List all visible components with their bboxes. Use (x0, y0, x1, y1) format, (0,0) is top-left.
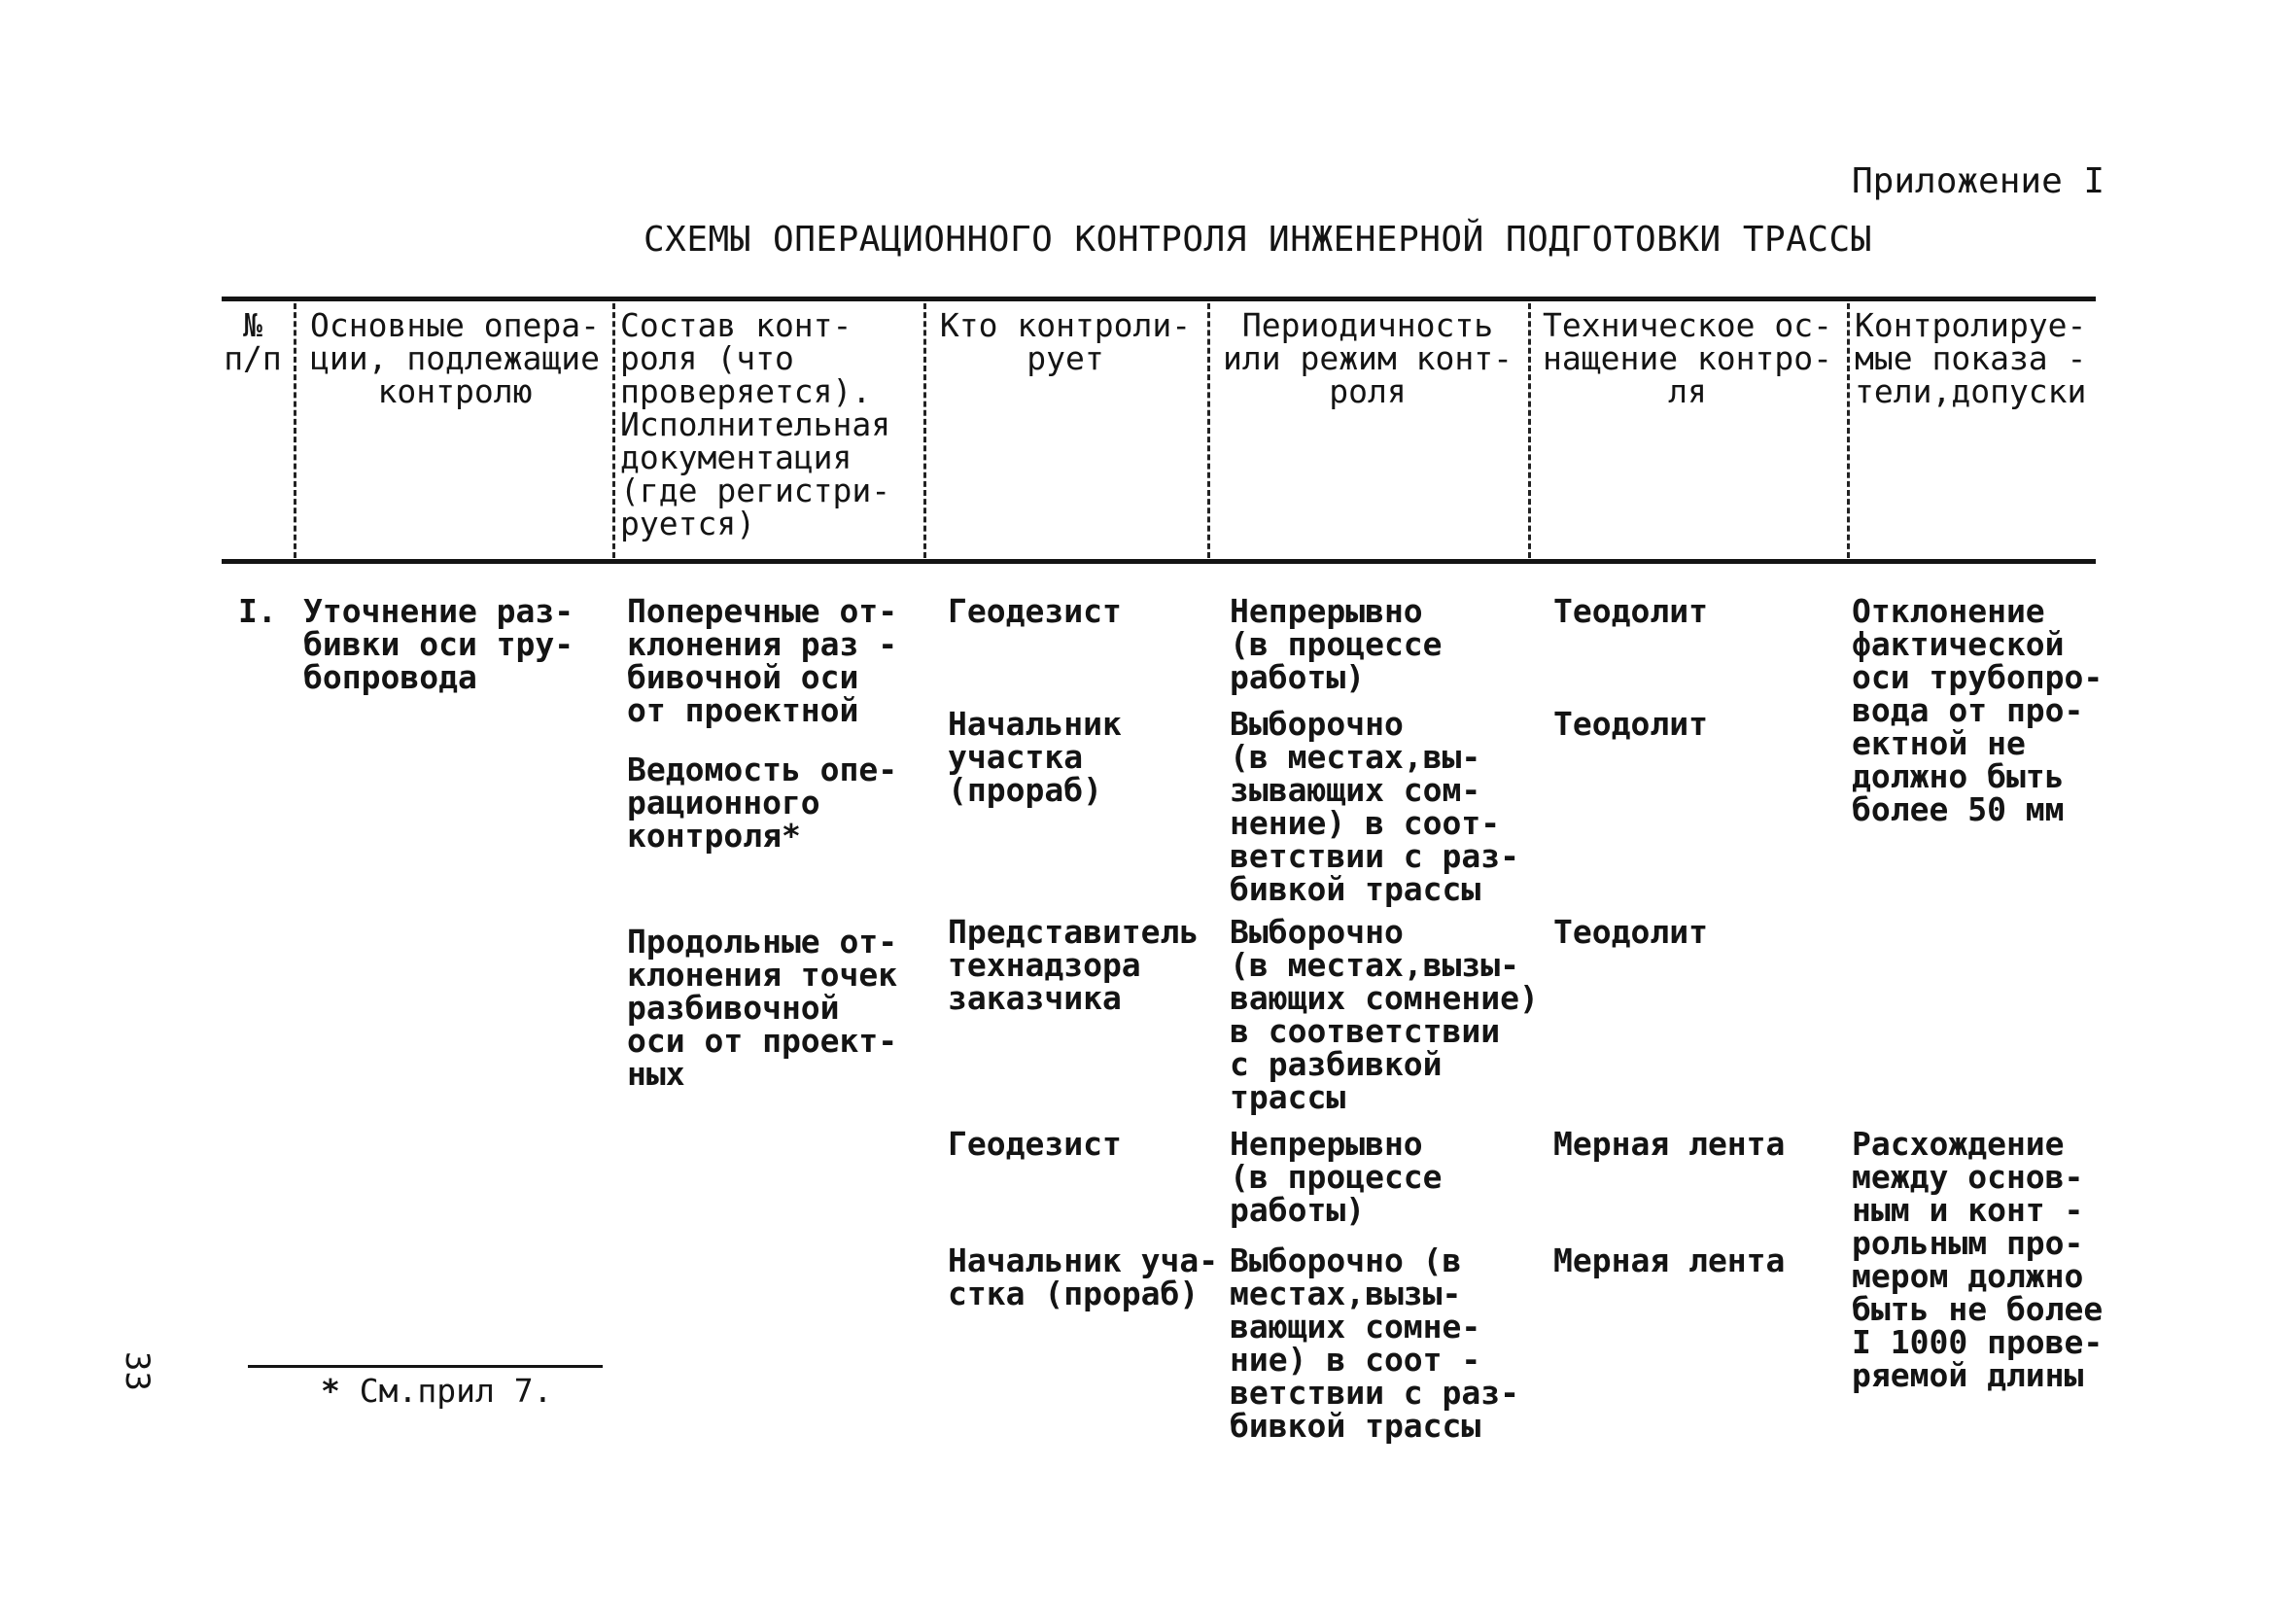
period-cell: Выборочно (в местах,вызы- вающих сомнение) в соответствии с разбивкой трассы (1230, 913, 1539, 1116)
equipment-cell: Теодолит (1553, 705, 1708, 743)
table-header-rule (222, 559, 2096, 564)
footnote-rule (248, 1365, 603, 1368)
equipment-cell: Теодолит (1553, 592, 1708, 630)
control-doc-cell (627, 753, 897, 853)
who-cell: Представитель технадзора заказчика (948, 913, 1200, 1017)
header-operations: Основные опера- ции, подлежащие контролю (309, 306, 600, 410)
footnote-mark: * (321, 1372, 340, 1410)
footnote-marker: * (781, 817, 801, 855)
who-cell: Геодезист (948, 1125, 1122, 1163)
who-cell: Начальник уча- стка (прораб) (948, 1241, 1219, 1312)
column-divider (294, 303, 296, 558)
equipment-cell: Мерная лента (1553, 1125, 1786, 1163)
page-number: 33 (118, 1351, 157, 1391)
control-cell: Поперечные от- клонения раз - бивочной оси от проектной (627, 592, 898, 729)
header-indicators: Контролируе- мые показа - тели,допуски (1855, 306, 2087, 410)
header-equipment: Техническое ос- нащение контро- ля (1542, 306, 1832, 410)
control-cell: Продольные от- клонения точек разбивочной оси от проект- ных (627, 923, 898, 1093)
period-cell: Выборочно (в местах,вызы- вающих сомне- ние) в соот - ветствии с раз- бивкой трассы (1230, 1241, 1520, 1445)
appendix-label: Приложение I (1852, 161, 2105, 201)
indicator-cell: Расхождение между основ- ным и конт - рольным про- мером должно быть не более I 1000 прове- ряемой длины (1852, 1125, 2104, 1394)
footnote (321, 1372, 553, 1410)
header-periodicity: Периодичность или режим конт- роля (1222, 306, 1513, 410)
column-divider (612, 303, 615, 558)
footnote-text: См.прил 7. (359, 1372, 553, 1410)
equipment-cell: Мерная лента (1553, 1241, 1786, 1279)
who-cell: Геодезист (948, 592, 1122, 630)
period-cell: Непрерывно (в процессе работы) (1230, 592, 1443, 696)
header-num: № п/п (224, 306, 282, 377)
equipment-cell: Теодолит (1553, 913, 1708, 951)
page-title: СХЕМЫ ОПЕРАЦИОННОГО КОНТРОЛЯ ИНЖЕНЕРНОЙ ПОДГОТОВКИ ТРАССЫ (644, 220, 1872, 260)
period-cell: Выборочно (в местах,вы- зывающих сом- нение) в соот- ветствии с раз- бивкой трассы (1230, 705, 1520, 908)
who-cell: Начальник участка (прораб) (948, 705, 1122, 809)
period-cell: Непрерывно (в процессе работы) (1230, 1125, 1443, 1229)
row-number: I. (238, 592, 277, 630)
column-divider (1847, 303, 1850, 558)
header-control: Состав конт- роля (что проверяется). Исполнительная документация (где регистри- руется) (620, 306, 891, 542)
control-doc-text: Ведомость опе- рационного контроля (627, 751, 898, 855)
operation-cell: Уточнение раз- бивки оси тру- бопровода (303, 592, 574, 696)
table-top-rule (222, 297, 2096, 301)
header-who: Кто контроли- рует (939, 306, 1192, 377)
indicator-cell: Отклонение фактической оси трубопро- вода от про- ектной не должно быть более 50 мм (1852, 592, 2104, 828)
